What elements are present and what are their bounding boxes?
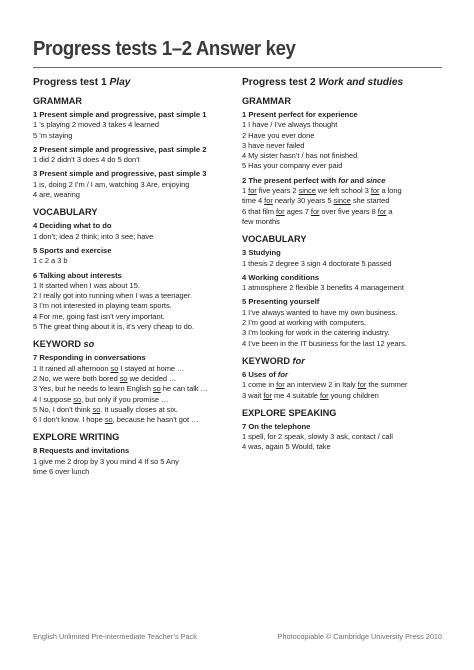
answer-line: 1 It rained all afternoon so I stayed at home … — [33, 363, 185, 373]
answer-line: few months — [242, 216, 280, 226]
exercise-title: 4 Working conditions — [242, 272, 320, 282]
answer-line: time 6 over lunch — [33, 467, 90, 477]
exercise-title-part: and — [348, 175, 367, 185]
answer-line: 1 did 2 didn’t 3 does 4 do 5 don’t — [33, 155, 140, 165]
answer-line: 4 My sister hasn’t / has not finished — [242, 151, 358, 161]
underlined-keyword: for — [377, 206, 387, 216]
underlined-keyword: for — [319, 390, 329, 400]
answer-line: 1 for five years 2 since we left school 3 for a long — [242, 186, 402, 196]
heading-text: EXPLORE SPEAKING — [242, 407, 337, 418]
answer-line: 1 I have / I’ve always thought — [242, 120, 338, 130]
exercise-title-part: since — [366, 175, 386, 185]
answer-line: 3 wait for me 4 suitable for young children — [242, 390, 379, 400]
section-heading — [33, 431, 233, 443]
heading-text: EXPLORE WRITING — [33, 432, 120, 443]
exercise-block — [33, 246, 233, 267]
heading-text: GRAMMAR — [242, 96, 291, 106]
exercise-title: 6 Talking about interests — [33, 270, 122, 280]
exercise-title: 3 Studying — [242, 248, 281, 258]
exercise-block — [242, 422, 442, 453]
heading-text: GRAMMAR — [33, 96, 82, 106]
underlined-keyword: so — [152, 384, 161, 394]
section-keyword-so — [33, 338, 233, 425]
section-heading — [33, 206, 233, 218]
answer-line: 4 For me, going fast isn’t very important. — [33, 311, 165, 321]
exercise-title: 5 Presenting yourself — [242, 297, 320, 307]
section-heading — [242, 407, 442, 419]
answer-line: 4 are, wearing — [33, 190, 80, 200]
underlined-keyword: so — [110, 363, 119, 373]
title-divider — [33, 67, 442, 68]
answer-line: 3 have never failed — [242, 140, 305, 150]
answer-line: 4 was, again 5 Would, take — [242, 442, 331, 452]
exercise-title: 8 Requests and invitations — [33, 446, 130, 456]
answer-line: 3 Yes, but he needs to learn English so he can talk … — [33, 384, 208, 394]
answer-line: 1 give me 2 drop by 3 you mind 4 If so 5 Any — [33, 456, 179, 466]
answer-line: 1 ’s playing 2 moved 3 takes 4 learned — [33, 120, 159, 130]
column-progress-test-2 — [242, 76, 442, 457]
section-grammar — [242, 95, 442, 227]
underlined-keyword: for — [310, 206, 320, 216]
test-title — [242, 76, 442, 89]
answer-line: 2 I really got into running when I was a teenager. — [33, 291, 192, 301]
answer-line: 1 It started when I was about 15. — [33, 280, 140, 290]
heading-italic: for — [292, 355, 305, 366]
answer-line: 4 I suppose so, but only if you promise … — [33, 394, 169, 404]
answer-line: 1 don’t; idea 2 think; into 3 see; have — [33, 231, 154, 241]
underlined-keyword: so — [104, 415, 113, 425]
answer-line: 1 I’ve always wanted to have my own business. — [242, 307, 398, 317]
exercise-title-part: for — [277, 369, 288, 379]
exercise-block — [33, 145, 233, 166]
underlined-keyword: for — [357, 380, 367, 390]
exercise-title: 7 On the telephone — [242, 421, 311, 431]
answer-line: 3 I’m looking for work in the catering industry. — [242, 328, 390, 338]
exercise-block — [33, 110, 233, 141]
underlined-keyword: since — [333, 196, 351, 206]
heading-text: KEYWORD — [33, 339, 84, 350]
exercise-block — [33, 271, 233, 333]
exercise-title: 3 Present simple and progressive, past simple 3 — [33, 169, 207, 179]
heading-text: VOCABULARY — [242, 234, 307, 245]
exercise-block — [242, 248, 442, 269]
section-heading — [33, 338, 233, 350]
exercise-block — [33, 446, 233, 477]
heading-text: KEYWORD — [242, 355, 293, 366]
heading-text: VOCABULARY — [33, 207, 98, 218]
answer-line: 2 I’m good at working with computers. — [242, 318, 367, 328]
underlined-keyword: for — [264, 196, 273, 206]
footer-publication: English Unlimited Pre-intermediate Teacher’s Pack — [33, 632, 197, 641]
exercise-title: 1 Present simple and progressive, past simple 1 — [33, 110, 207, 119]
underlined-keyword: for — [276, 380, 285, 390]
heading-italic: Play — [109, 77, 131, 88]
exercise-block — [33, 353, 233, 425]
exercise-title: 7 Responding in conversations — [33, 353, 146, 363]
section-grammar — [33, 95, 233, 200]
heading-text: Progress test 2 — [242, 77, 319, 88]
heading-text: Progress test 1 — [33, 77, 110, 88]
exercise-block — [242, 297, 442, 348]
answer-line: 1 spell, for 2 speak, slowly 3 ask, contact / call — [242, 432, 393, 442]
section-heading — [242, 233, 442, 245]
answer-line: 2 No, we were both bored so we decided … — [33, 373, 177, 383]
exercise-block — [242, 370, 442, 401]
test-title — [33, 76, 233, 89]
section-heading — [33, 95, 233, 107]
exercise-title — [242, 176, 442, 186]
underlined-keyword: so — [92, 404, 101, 414]
section-vocabulary — [33, 206, 233, 332]
answer-line: 4 I’ve been in the IT business for the last 12 years. — [242, 338, 407, 348]
answer-line: 1 c 2 a 3 b — [33, 256, 68, 266]
section-explore-speaking — [242, 407, 442, 453]
section-vocabulary — [242, 233, 442, 349]
answer-line: 1 come in for an interview 2 in Italy for the summer — [242, 380, 408, 390]
footer-copyright: Photocopiable © Cambridge University Press 2010 — [277, 632, 442, 641]
section-heading — [242, 355, 442, 367]
heading-italic: Work and studies — [318, 77, 404, 88]
underlined-keyword: for — [263, 390, 272, 400]
exercise-title-part: 2 The present perfect with — [242, 175, 339, 185]
underlined-keyword: for — [370, 186, 380, 196]
answer-line: 5 No, I don’t think so. It usually closes at six. — [33, 404, 178, 414]
answer-line: 1 is, doing 2 I’m / I am, watching 3 Are, enjoying — [33, 179, 190, 189]
page-title: Progress tests 1–2 Answer key — [33, 38, 296, 60]
answer-line: 3 I’m not interested in playing team sports. — [33, 301, 172, 311]
exercise-title: 1 Present perfect for experience — [242, 110, 358, 119]
section-heading — [242, 95, 442, 107]
exercise-block — [242, 273, 442, 294]
answer-line: 5 The great thing about it is, it’s very cheap to do. — [33, 322, 194, 332]
exercise-block — [33, 169, 233, 200]
underlined-keyword: so — [73, 394, 82, 404]
answer-line: 2 Have you ever done — [242, 130, 315, 140]
exercise-block — [242, 176, 442, 227]
exercise-block — [33, 221, 233, 242]
exercise-block — [242, 110, 442, 172]
exercise-title: 2 Present simple and progressive, past simple 2 — [33, 144, 207, 154]
answer-line: time 4 for nearly 30 years 5 since she started — [242, 196, 390, 206]
exercise-title — [242, 370, 442, 380]
underlined-keyword: so — [119, 373, 128, 383]
exercise-title-part: for — [338, 175, 349, 185]
exercise-title: 4 Deciding what to do — [33, 221, 112, 231]
exercise-title: 5 Sports and exercise — [33, 245, 112, 255]
column-progress-test-1 — [33, 76, 233, 481]
answer-line: 1 atmosphere 2 flexible 3 benefits 4 management — [242, 283, 404, 293]
answer-line: 6 that film for ages 7 for over five years 8 for a — [242, 206, 393, 216]
underlined-keyword: for — [276, 206, 285, 216]
answer-line: 1 thesis 2 degree 3 sign 4 doctorate 5 passed — [242, 258, 392, 268]
underlined-keyword: since — [298, 186, 316, 196]
section-explore-writing — [33, 431, 233, 477]
answer-line: 5 Has your company ever paid — [242, 161, 343, 171]
section-keyword-for — [242, 355, 442, 401]
answer-line: 5 ’m staying — [33, 130, 73, 140]
underlined-keyword: for — [248, 186, 257, 196]
heading-italic: so — [83, 339, 95, 350]
exercise-title-part: 6 Uses of — [242, 369, 278, 379]
answer-line: 6 I don’t know. I hope so, because he hasn’t got … — [33, 415, 199, 425]
